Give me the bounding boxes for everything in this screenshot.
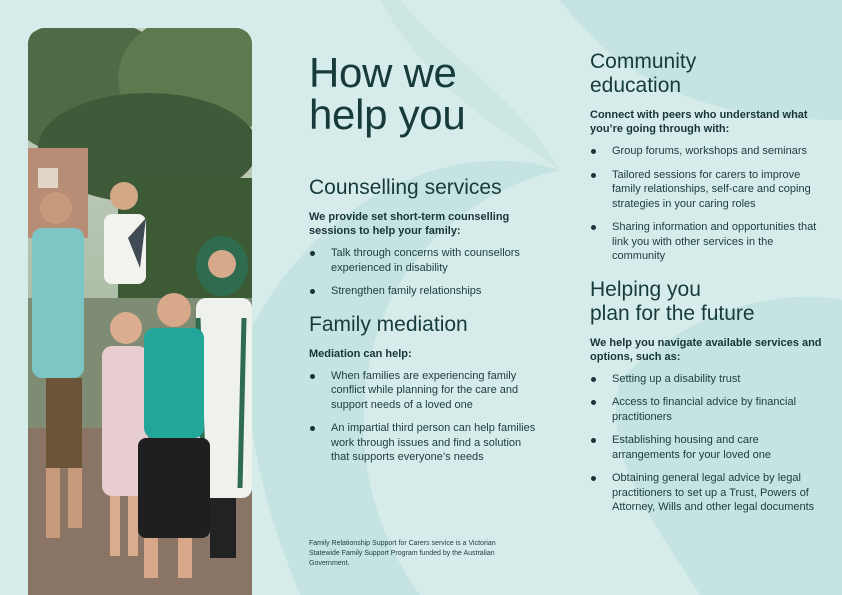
community-list: [590, 144, 822, 264]
bullet-icon: [310, 251, 315, 256]
bullet-icon: [310, 426, 315, 431]
planning-lead: We help you navigate available services and options, such as:: [590, 336, 822, 363]
planning-title-line2: plan for the future: [590, 301, 755, 325]
community-section: [590, 50, 822, 264]
list-item: [590, 433, 822, 462]
list-item-text: Talk through concerns with counsellors experienced in disability: [331, 247, 520, 274]
list-item: [309, 284, 541, 299]
list-item: [590, 395, 822, 424]
list-item-text: An impartial third person can help families work through issues and find a solution that supports everyone’s needs: [331, 422, 536, 463]
list-item: [590, 168, 822, 212]
mediation-section: [309, 313, 541, 465]
bullet-icon: [591, 438, 596, 443]
list-item: [590, 372, 822, 387]
list-item-text: Sharing information and opportunities that link you with other services in the community: [612, 221, 817, 262]
page-title: [309, 49, 541, 138]
list-item: [309, 369, 541, 413]
family-photo: [28, 28, 252, 595]
planning-list: [590, 372, 822, 515]
bullet-icon: [591, 400, 596, 405]
bullet-icon: [310, 374, 315, 379]
page-title-line2: help you: [309, 91, 466, 138]
list-item: [590, 220, 822, 264]
bullet-icon: [591, 173, 596, 178]
community-title-line1: Community: [590, 50, 697, 73]
mediation-title: Family mediation: [309, 312, 468, 336]
funding-footnote: Family Relationship Support for Carers service is a Victorian Statewide Family Support Program funded by the Australian Government.: [309, 540, 496, 567]
community-title-line2: education: [590, 74, 682, 97]
planning-title-line1: Helping you: [590, 277, 701, 301]
counselling-title: Counselling services: [309, 176, 502, 199]
page-title-line1: How we: [309, 49, 457, 96]
list-item-text: Establishing housing and care arrangements for your loved one: [612, 434, 771, 461]
list-item-text: When families are experiencing family conflict while planning for the care and support needs of a loved one: [331, 369, 519, 411]
planning-title: [590, 278, 822, 326]
bullet-icon: [591, 149, 596, 154]
list-item-text: Group forums, workshops and seminars: [612, 145, 808, 157]
list-item: [590, 144, 822, 159]
list-item-text: Setting up a disability trust: [612, 372, 741, 385]
list-item-text: Access to financial advice by financial practitioners: [612, 396, 797, 423]
counselling-section: [309, 176, 541, 299]
bullet-icon: [591, 476, 596, 481]
list-item: [309, 421, 541, 465]
bullet-icon: [310, 289, 315, 294]
right-column: [590, 50, 822, 524]
mediation-lead: Mediation can help:: [309, 347, 412, 360]
middle-column: [309, 49, 541, 474]
list-item-text: Tailored sessions for carers to improve family relationships, self-care and coping strategies in your caring roles: [612, 168, 811, 210]
mediation-list: [309, 369, 541, 465]
planning-section: [590, 278, 822, 515]
list-item-text: Strengthen family relationships: [331, 285, 482, 297]
family-photo-illustration: [28, 28, 252, 595]
counselling-lead: We provide set short-term counselling sessions to help your family:: [309, 211, 510, 237]
community-title: [590, 50, 822, 98]
list-item-text: Obtaining general legal advice by legal practitioners to set up a Trust, Powers of Attorney, Wills and other legal documents: [612, 472, 815, 513]
community-lead: Connect with peers who understand what you’re going through with:: [590, 109, 808, 135]
list-item: [590, 471, 822, 515]
bullet-icon: [591, 377, 596, 382]
counselling-list: [309, 246, 541, 299]
bullet-icon: [591, 225, 596, 230]
list-item: [309, 246, 541, 275]
